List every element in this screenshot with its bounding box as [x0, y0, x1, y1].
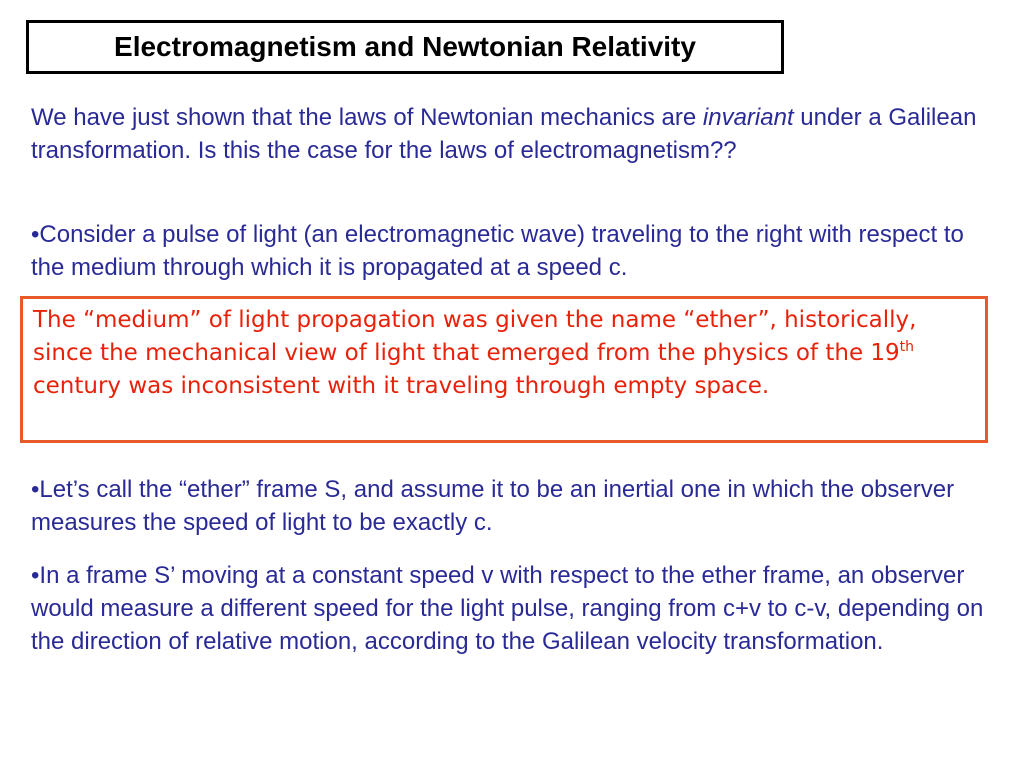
intro-paragraph: [31, 101, 991, 167]
ether-callout-text: [33, 304, 973, 403]
moving-frame-bullet: •In a frame S’ moving at a constant speed v with respect to the ether frame, an observer would measure a different speed for the light pulse, ranging from c+v to c-v, depending on the direction of relative motion, according to the Galilean velocity transformation.: [31, 562, 984, 655]
callout-text-end: century was inconsistent with it traveling through empty space.: [33, 373, 770, 399]
ether-callout-box: [20, 296, 988, 443]
intro-text-end: under a Galilean transformation. Is this the case for the laws of electromagnetism??: [31, 104, 977, 164]
intro-italic-word: invariant: [702, 104, 794, 131]
callout-superscript: th: [899, 339, 915, 355]
slide-title-box: [26, 20, 784, 74]
light-pulse-bullet: •Consider a pulse of light (an electromagnetic wave) traveling to the right with respect to the medium through which it is propagated at a speed c.: [31, 221, 964, 281]
slide-title: Electromagnetism and Newtonian Relativity: [114, 31, 696, 62]
intro-text-start: We have just shown that the laws of Newtonian mechanics are: [31, 104, 703, 131]
ether-frame-bullet: •Let’s call the “ether” frame S, and assume it to be an inertial one in which the observer measures the speed of light to be exactly c.: [31, 476, 955, 536]
callout-text-start: The “medium” of light propagation was given the name “ether”, historically, since the mechanical view of light that emerged from the physics of the 19: [33, 307, 917, 366]
